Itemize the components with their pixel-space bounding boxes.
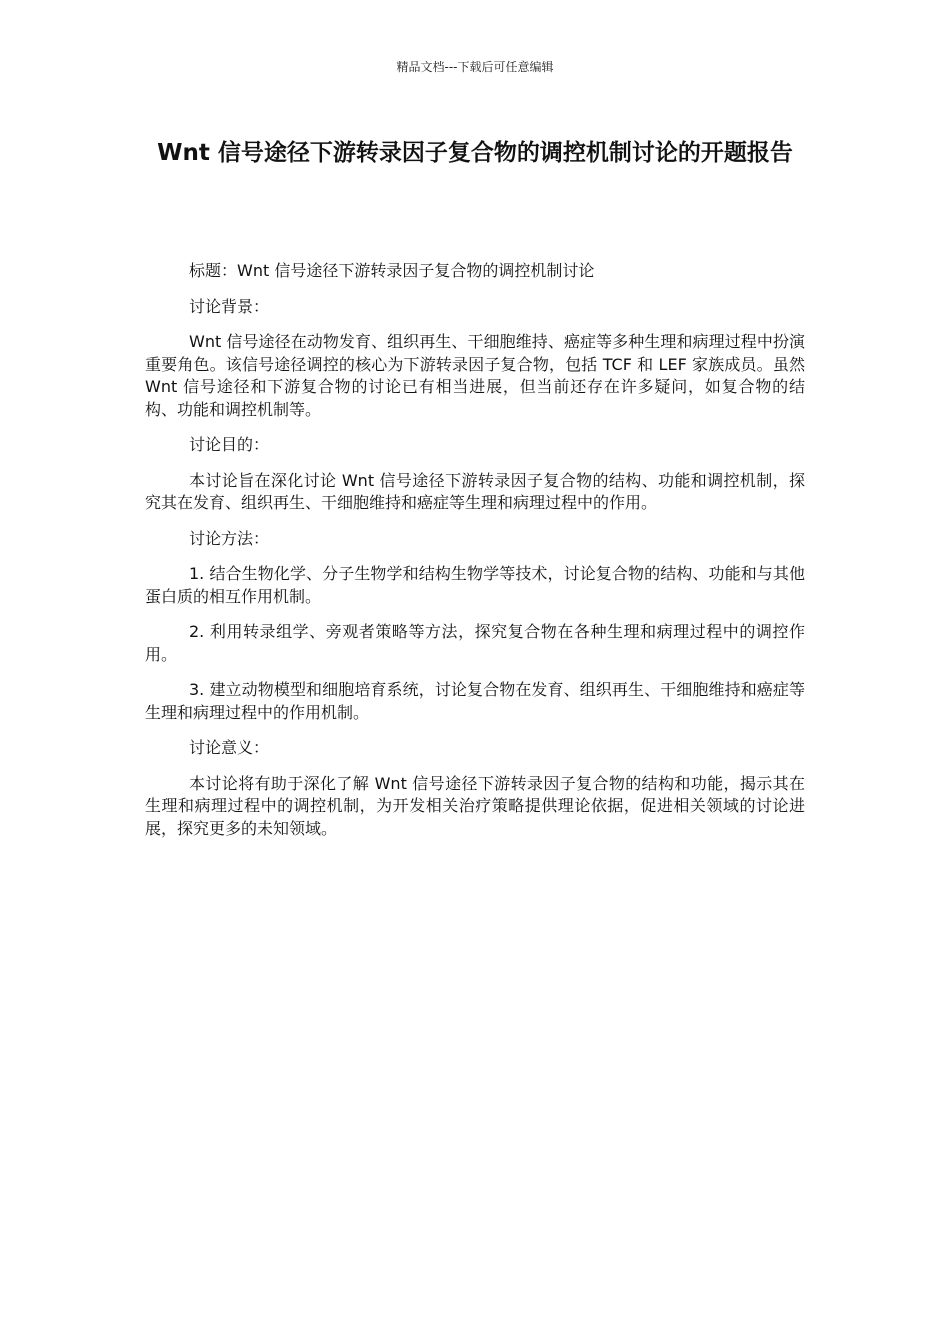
purpose-paragraph: 本讨论旨在深化讨论 Wnt 信号途径下游转录因子复合物的结构、功能和调控机制，探究其在发育、组织再生、干细胞维持和癌症等生理和病理过程中的作用。 [145, 470, 805, 512]
significance-heading: 讨论意义： [189, 738, 270, 757]
method-item-2: 2. 利用转录组学、旁观者策略等方法，探究复合物在各种生理和病理过程中的调控作用。 [145, 622, 805, 664]
background-paragraph: Wnt 信号途径在动物发育、组织再生、干细胞维持、癌症等多种生理和病理过程中扮演重要角色。该信号途径调控的核心为下游转录因子复合物，包括 TCF 和 LEF 家族成员。虽然 Wnt 信号途径和下游复合物的讨论已有相当进展，但当前还存在许多疑问，如复合物的结构、功能和调控机制等。 [145, 332, 805, 419]
document-body [145, 260, 805, 853]
method-item-3: 3. 建立动物模型和细胞培育系统，讨论复合物在发育、组织再生、干细胞维持和癌症等生理和病理过程中的作用机制。 [145, 680, 805, 722]
significance-paragraph: 本讨论将有助于深化了解 Wnt 信号途径下游转录因子复合物的结构和功能，揭示其在生理和病理过程中的调控机制，为开发相关治疗策略提供理论依据，促进相关领域的讨论进展，探究更多的未知领域。 [145, 773, 805, 838]
method-heading: 讨论方法： [189, 528, 270, 548]
document-title: Wnt 信号途径下游转录因子复合物的调控机制讨论的开题报告 [157, 140, 793, 166]
method-item-1: 1. 结合生物化学、分子生物学和结构生物学等技术，讨论复合物的结构、功能和与其他蛋白质的相互作用机制。 [145, 564, 805, 606]
background-heading: 讨论背景： [189, 296, 270, 316]
topic-line: 标题：Wnt 信号途径下游转录因子复合物的调控机制讨论 [189, 261, 595, 280]
header-note: 精品文档---下载后可任意编辑 [396, 60, 554, 74]
purpose-heading: 讨论目的： [189, 435, 270, 454]
